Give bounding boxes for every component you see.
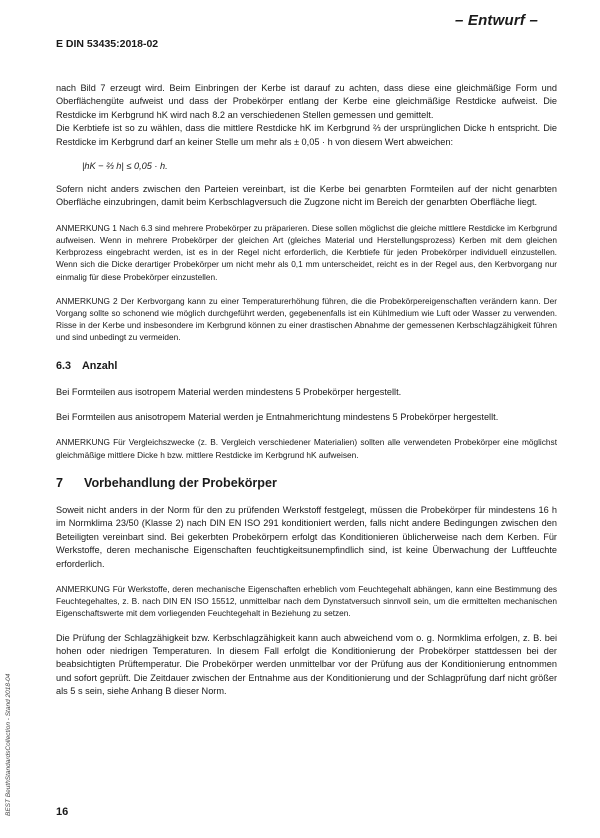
draft-label: – Entwurf –: [454, 12, 538, 29]
page-number: 16: [56, 806, 69, 818]
note: ANMERKUNG Für Werkstoffe, deren mechanische Eigenschaften erheblich vom Feuchtegehalt abhängen, kann eine Bestimmung des Feuchtegehaltes, z. B. nach DIN EN ISO 15512, unmittelbar nach dem Dynstatversuch sinnvoll sein, um die ermittelten mechanischen Eigenschaftswerte mit dem vorliegenden Feuchtegehalt in Beziehung zu setzen.: [56, 583, 557, 619]
page-content: [56, 82, 557, 699]
paragraph: Sofern nicht anders zwischen den Parteien vereinbart, ist die Kerbe bei genarbten Formteilen auf der nicht genarbten Oberfläche einzubringen, damit beim Kerbschlagversuch die Zugzone nicht im Bereich der genarbten Oberfläche liegt.: [56, 184, 557, 208]
note: ANMERKUNG 2 Der Kerbvorgang kann zu einer Temperaturerhöhung führen, die die Probekörpereigenschaften verändern kann. Der Vorgang sollte so schonend wie möglich durchgeführt werden, gegebenenfalls ist ein Kühlmedium wie Luft oder Wasser zu verwenden. Risse in der Kerbe und insbesondere im Kerbgrund können zu einer drastischen Abnahme der gemessenen Kerbschlagzähigkeit führen und sind unbedingt zu vermeiden.: [56, 295, 557, 343]
paragraph: Die Kerbtiefe ist so zu wählen, dass die mittlere Restdicke hK im Kerbgrund ⅔ der ursprünglichen Dicke h entspricht. Die Restdicke im Kerbgrund darf an keiner Stelle um mehr als ± 0,05 · h von diesem Wert abweichen:: [56, 123, 557, 147]
document-id: E DIN 53435:2018-02: [56, 38, 159, 50]
paragraph: nach Bild 7 erzeugt wird. Beim Einbringen der Kerbe ist darauf zu achten, dass diese eine gleichmäßige Form und Oberflächengüte aufweist und dass der Probekörper entlang der Kerbe eine gleichmäßige Restdicke aufweist. Die Restdicke im Kerbgrund hK wird nach 8.2 an verschiedenen Stellen gemessen und gemittelt.: [56, 83, 557, 120]
section-title: Anzahl: [82, 359, 118, 372]
section-number: 7: [56, 475, 64, 490]
paragraph: Bei Formteilen aus isotropem Material werden mindestens 5 Probekörper hergestellt.: [56, 386, 402, 397]
paragraph: Soweit nicht anders in der Norm für den zu prüfenden Werkstoff festgelegt, müssen die Probekörper für mindestens 16 h im Normklima 23/50 (Klasse 2) nach DIN EN ISO 291 konditioniert werden, falls nicht andere Bedingungen zwischen den Beteiligten vereinbart sind. Bei gekerbten Probekörpern erfolgt das Konditionieren üblicherweise nach dem Kerben. Für Werkstoffe, deren mechanische Eigenschaften feuchtigkeitsunempfindlich sind, ist keine Überwachung der Luftfeuchte erforderlich.: [56, 504, 557, 569]
note: ANMERKUNG 1 Nach 6.3 sind mehrere Probekörper zu präparieren. Diese sollen möglichst die gleiche mittlere Restdicke im Kerbgrund aufweisen. Wenn in mehrere Probekörper der gleichen Art (gleiches Material und Herstellungsprozess) Kerben mit dem gleichen Kerbprozess eingebracht werden, ist es in der Regel nicht erforderlich, die Kerbtiefe für jeden Probekörper individuell einzustellen. Wenn sich die Dicke derartiger Probekörper um nicht mehr als 0,1 mm unterscheidet, reicht es in der Regel aus, den Kerbvorgang nur einmalig für diese Probekörper einzustellen.: [56, 222, 557, 282]
paragraph: Bei Formteilen aus anisotropem Material werden je Entnahmerichtung mindestens 5 Probekörper hergestellt.: [56, 412, 499, 423]
section-heading: [56, 360, 557, 372]
section-number: 6.3: [56, 359, 72, 372]
paragraph: Die Prüfung der Schlagzähigkeit bzw. Kerbschlagzähigkeit kann auch abweichend vom o. g. Normklima erfolgen, z. B. bei hohen oder niedrigen Temperaturen. In diesem Fall erfolgt die Konditionierung der Probekörper stattdessen bei der beabsichtigten Prüftemperatur. Die Probekörper werden unmittelbar vor der Prüfung aus der Konditionierung entnommen und sofort geprüft. Die Zeitdauer zwischen der Entnahme aus der Konditionierung und der Schlagprüfung darf nicht größer als 5 s sein, siehe Anhang B dieser Norm.: [56, 632, 557, 697]
section-title: Vorbehandlung der Probekörper: [84, 475, 277, 490]
section-heading: [56, 476, 557, 490]
formula: |hK − ⅔ h| ≤ 0,05 · h.: [82, 161, 168, 172]
sidebar-watermark: BEST BeuthStandardsCollection - Stand 2018-04: [5, 673, 12, 816]
note: ANMERKUNG Für Vergleichszwecke (z. B. Vergleich verschiedener Materialien) sollten alle verwendeten Probekörper eine möglichst gleichmäßige mittlere Dicke h bzw. mittlere Restdicke im Kerbgrund hK aufweisen.: [56, 437, 557, 460]
